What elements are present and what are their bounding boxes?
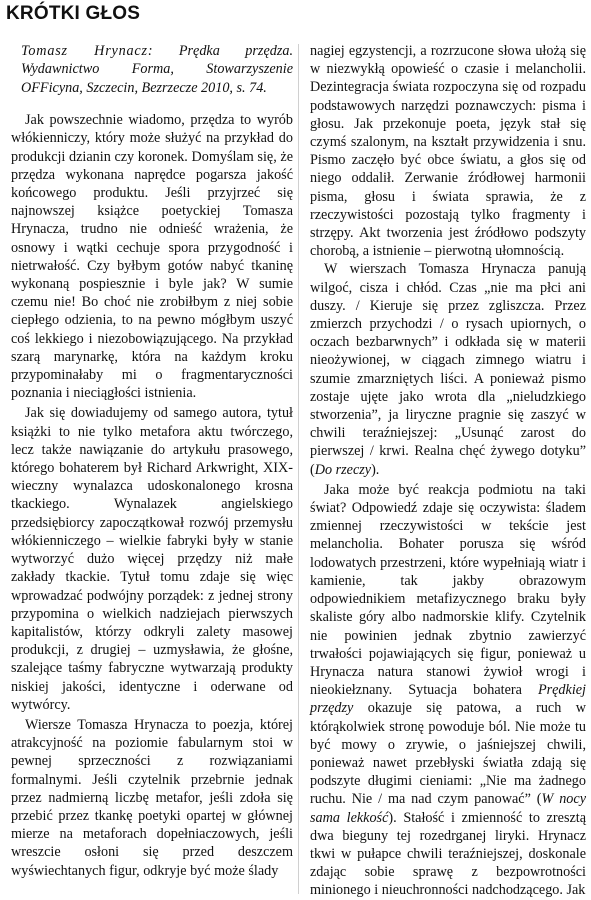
right-paragraph-2-text-a: W wierszach Tomasza Hrynacza panują wilgoć, cisza i chłód. Czas „nie ma płci ani duszy. / Kieruje się przez zgliszcza. Przez zmierzch przychodzi / o rysach upiornych, o oczach bezbarwnych” i odkłada się w materii nieożywionej, w ciągach zimnego wiatru i szumie zmarzniętych liści. A ponieważ pismo zostaje ujęte jako wrota dla „nieludzkiego stworzenia”, ja liryczne pragnie się zaszyć w chwili teraźniejszej: „Usunąć zarost do pierwszej / krwi. Realna chęć żywego dotyku” (: [310, 261, 586, 478]
left-column: [11, 34, 293, 880]
column-divider: [298, 44, 299, 894]
right-column: [310, 42, 586, 900]
poem-title-do-rzeczy: Do rzeczy: [314, 461, 372, 478]
right-paragraph-3-text-c: ). Stałość i zmienność to zresztą dwa bieguny tej rozedrganej liryki. Hrynacz tkwi w pułapce chwili teraźniejszej, doskonale zdając sobie sprawę z bezpowrotności minionego i nieuchronności nadchodzącego. Jak: [310, 809, 586, 899]
left-paragraph-2: Jak się dowiadujemy od samego autora, tytuł książki to nie tylko metafora aktu twórczego, lecz także nawiązanie do artykułu prasowego, którego bohaterem był Richard Arkwright, XIX-wieczny wynalazca udoskonalonego krosna tkackiego. Wynalazek angielskiego przedsiębiorcy zapoczątkował rozwój przemysłu włókienniczego – wielkie fabryki były w stanie wytworzyć dużo więcej przędzy niż małe zakłady tkackie. Tytuł tomu zdaje się więc wprowadzać podwójny porządek: z jednej strony przypomina o wielkich nadziejach pierwszych kapitalistów, którzy odkryli zalety masowej produkcji, z drugiej – uzmysławia, że głośne, szalejące taśmy fabryczne wytwarzają produkty niskiej jakości, identyczne i oderwane od wytwórcy.: [11, 405, 293, 713]
bibliography-note: [11, 42, 293, 97]
right-paragraph-3-text-b: okazuje się patowa, a ruch w którąkolwiek stronę powoduje ból. Nie może tu być mowy o zrywie, o jaśniejszej chwili, ponieważ nawet przebłyski światła zdają się podszyte długimi cieniami: „Nie ma żadnego ruchu. Nie / ma nad czym panować” (: [310, 700, 586, 808]
poem-title-w-nocy-sama-lekkosc: W nocy sama lekkość: [310, 791, 586, 826]
right-paragraph-2-text-b: ).: [371, 461, 380, 478]
right-paragraph-2: [310, 260, 586, 478]
section-heading: KRÓTKI GŁOS: [6, 3, 141, 24]
book-details: Prędka przędza. Wydawnictwo Forma, Stowarzyszenie OFFicyna, Szczecin, Bezrzecze 2010, s. 74.: [21, 43, 293, 96]
left-paragraph-3: Wiersze Tomasza Hrynacza to poezja, której atrakcyjność na poziomie fabularnym stoi w pewnej sprzeczności z rozwiązaniami formalnymi. Jeśli czytelnik przebrnie jednak przez nadmierną liczbę metafor, jeśli zdoła się przebić przez tkankę poetyki opartej w głównej mierze na metaforach dopełniaczowych, jeśli wreszcie osłoni się przed deszczem wyświechtanych figur, odkryje być może ślady: [11, 716, 293, 879]
book-author: Tomasz Hrynacz:: [21, 43, 154, 59]
book-title-predkiej-przedzy: Prędkiej przędzy: [310, 682, 586, 717]
right-paragraph-3-text-a: Jaka może być reakcja podmiotu na taki świat? Odpowiedź zdaje się oczywista: śladem zmiennej rzeczywistości w tekście jest melancholia. Bohater porusza się wśród lodowatych przestrzeni, które wypełniają wiatr i kamienie, tak jakby obrazowym odpowiednikiem metafizycznego braku były skaliste góry albo nadmorskie klify. Czytelnik nie powinien jednak zbytnio zawierzyć trwałości pojawiających się figur, ponieważ u Hrynacza natura stanowi żywioł wrogi i nieokiełznany. Sytuacja bohatera: [310, 481, 586, 699]
right-paragraph-1: nagiej egzystencji, a rozrzucone słowa ułożą się w niezwykłą opowieść o czasie i melancholii. Dezintegracja świata rozpoczyna się od rozpadu podstawowych narzędzi poznawczych: pisma i głosu. Jak przekonuje poeta, język stał się czymś szalonym, na kształt przywidzenia i snu. Pismo zaczęło być obce światu, a głos się od niego oddalił. Zerwanie źródłowej harmonii pisma, głosu i świata sprawia, że z rzeczywistości pozostają tylko fragmenty i strzępy. Akt tworzenia jest źródłowo podszyty chorobą, a istnienie – pierwotną ułomnością.: [310, 43, 586, 260]
left-paragraph-1: Jak powszechnie wiadomo, przędza to wyrób włókienniczy, który może służyć na przykład do produkcji dzianin czy koronek. Domyślam się, że przędza wykonana naprędce pogarsza jakość końcowego produktu. Jeśli przyjrzeć się najnowszej książce poetyckiej Tomasza Hrynacza, trudno nie odnieść wrażenia, że osnowy i wątki cechuje spora przygodność i nietrwałość. Czy byłbym gotów nabyć tkaninę wykonaną pospiesznie i byle jak? W sumie czemu nie! Bo choć nie zrobiłbym z niej sobie ciepłego odzienia, to na pewno mógłbym uszyć coś lekkiego i niezobowiązującego. Na przykład szarą marynarkę, która na każdym kroku przypominałaby mi o fragmentaryczności poznania i nieciągłości istnienia.: [11, 112, 293, 402]
right-paragraph-3: [310, 481, 586, 900]
